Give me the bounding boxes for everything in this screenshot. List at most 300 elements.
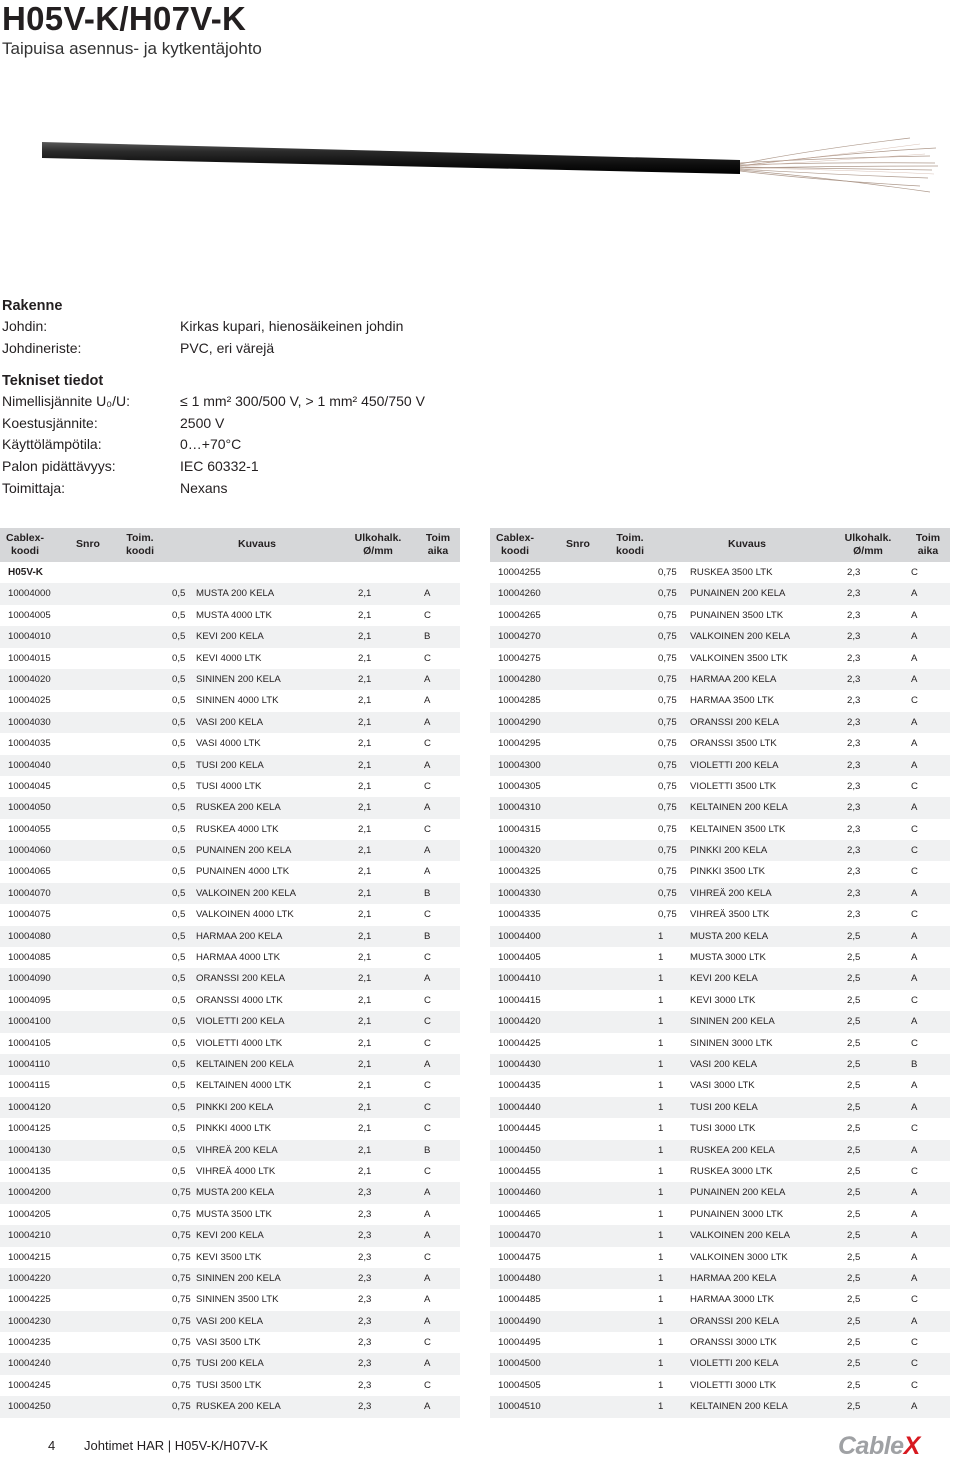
table-row — [490, 819, 950, 840]
diameter-cell: 2,3 — [847, 845, 861, 857]
cablex-code-cell: 10004130 — [8, 1144, 51, 1156]
diameter-cell: 2,5 — [847, 1315, 861, 1327]
diameter-cell: 2,1 — [358, 802, 372, 814]
table-row — [490, 1268, 950, 1289]
spec-value: IEC 60332-1 — [180, 457, 259, 474]
description-cell: ORANSSI 4000 LTK — [196, 994, 283, 1006]
table-row — [490, 840, 950, 861]
description-cell: KELTAINEN 4000 LTK — [196, 1080, 292, 1092]
description-cell: VIOLETTI 4000 LTK — [196, 1037, 283, 1049]
delivery-cell: C — [424, 1165, 431, 1177]
cablex-code-cell: 10004215 — [8, 1251, 51, 1263]
description-cell: RUSKEA 4000 LTK — [196, 823, 279, 835]
cablex-code-cell: 10004320 — [498, 845, 541, 857]
diameter-cell: 2,3 — [847, 823, 861, 835]
diameter-cell: 2,5 — [847, 973, 861, 985]
diameter-cell: 2,3 — [847, 909, 861, 921]
table-row — [490, 669, 950, 690]
delivery-cell: B — [424, 930, 431, 942]
table-header — [490, 528, 950, 562]
diameter-cell: 2,3 — [358, 1337, 372, 1349]
description-cell: HARMAA 200 KELA — [690, 673, 777, 685]
table-row — [490, 1311, 950, 1332]
size-cell: 0,75 — [172, 1337, 191, 1349]
delivery-cell: A — [424, 759, 431, 771]
delivery-cell: B — [911, 1058, 918, 1070]
table-row — [490, 1033, 950, 1054]
cablex-code-cell: 10004465 — [498, 1208, 541, 1220]
delivery-cell: A — [911, 1401, 918, 1413]
cablex-code-cell: 10004230 — [8, 1315, 51, 1327]
delivery-cell: A — [911, 759, 918, 771]
description-cell: VIOLETTI 3000 LTK — [690, 1379, 777, 1391]
cablex-code-cell: 10004220 — [8, 1272, 51, 1284]
cablex-code-cell: 10004045 — [8, 780, 51, 792]
description-cell: HARMAA 3500 LTK — [690, 695, 775, 707]
diameter-cell: 2,1 — [358, 845, 372, 857]
description-cell: HARMAA 4000 LTK — [196, 952, 281, 964]
cablex-code-cell: 10004295 — [498, 738, 541, 750]
diameter-cell: 2,3 — [847, 652, 861, 664]
size-cell: 1 — [658, 952, 664, 964]
diameter-cell: 2,3 — [847, 780, 861, 792]
cablex-code-cell: 10004060 — [8, 845, 51, 857]
description-cell: MUSTA 200 KELA — [196, 1187, 275, 1199]
diameter-cell: 2,3 — [847, 759, 861, 771]
size-cell: 0,75 — [172, 1272, 191, 1284]
cablex-code-cell: 10004235 — [8, 1337, 51, 1349]
delivery-cell: A — [424, 716, 431, 728]
size-cell: 0,5 — [172, 588, 186, 600]
cablex-code-cell: 10004255 — [498, 567, 541, 578]
delivery-cell: A — [911, 1187, 918, 1199]
description-cell: KELTAINEN 200 KELA — [690, 802, 788, 814]
diameter-cell: 2,3 — [358, 1251, 372, 1263]
delivery-cell: A — [424, 1272, 431, 1284]
delivery-cell: A — [911, 930, 918, 942]
delivery-cell: A — [424, 588, 431, 600]
table-row — [490, 733, 950, 754]
cablex-code-cell: 10004470 — [498, 1230, 541, 1242]
table-row — [0, 926, 460, 947]
header-cablex-code: Cablex- koodi — [496, 532, 534, 557]
delivery-cell: A — [424, 1208, 431, 1220]
description-cell: PINKKI 4000 LTK — [196, 1123, 272, 1135]
diameter-cell: 2,1 — [358, 1123, 372, 1135]
cablex-code-cell: 10004335 — [498, 909, 541, 921]
diameter-cell: 2,1 — [358, 994, 372, 1006]
description-cell: VIOLETTI 3500 LTK — [690, 780, 777, 792]
cablex-code-cell: 10004020 — [8, 673, 51, 685]
diameter-cell: 2,5 — [847, 1165, 861, 1177]
cablex-code-cell: 10004290 — [498, 716, 541, 728]
diameter-cell: 2,3 — [847, 802, 861, 814]
footer-text: Johtimet HAR | H05V-K/H07V-K — [84, 1438, 269, 1453]
size-cell: 0,75 — [658, 845, 677, 857]
delivery-cell: C — [424, 1379, 431, 1391]
size-cell: 1 — [658, 1016, 664, 1028]
header-outer-diameter: Ulkohalk. Ø/mm — [354, 532, 402, 557]
size-cell: 0,5 — [172, 1037, 186, 1049]
group-label: H05V-K — [8, 567, 44, 578]
diameter-cell: 2,3 — [358, 1272, 372, 1284]
delivery-cell: C — [911, 823, 918, 835]
description-cell: PINKKI 200 KELA — [690, 845, 768, 857]
diameter-cell: 2,1 — [358, 1101, 372, 1113]
description-cell: KEVI 200 KELA — [690, 973, 758, 985]
cablex-code-cell: 10004330 — [498, 887, 541, 899]
cablex-code-cell: 10004435 — [498, 1080, 541, 1092]
diameter-cell: 2,5 — [847, 1144, 861, 1156]
size-cell: 0,5 — [172, 1123, 186, 1135]
construction-heading: Rakenne — [2, 298, 63, 314]
size-cell: 0,5 — [172, 716, 186, 728]
size-cell: 0,5 — [172, 1101, 186, 1113]
description-cell: VIHREÄ 200 KELA — [690, 887, 772, 899]
description-cell: KEVI 4000 LTK — [196, 652, 262, 664]
description-cell: SININEN 3000 LTK — [690, 1037, 773, 1049]
table-row — [0, 968, 460, 989]
delivery-cell: A — [911, 1101, 918, 1113]
size-cell: 0,75 — [658, 588, 677, 600]
description-cell: SININEN 200 KELA — [690, 1016, 775, 1028]
cablex-code-cell: 10004055 — [8, 823, 51, 835]
description-cell: VALKOINEN 4000 LTK — [196, 909, 294, 921]
description-cell: KEVI 3500 LTK — [196, 1251, 262, 1263]
delivery-cell: C — [424, 738, 431, 750]
delivery-cell: C — [911, 909, 918, 921]
size-cell: 0,75 — [658, 716, 677, 728]
table-row — [490, 1011, 950, 1032]
table-row — [0, 840, 460, 861]
table-row — [490, 605, 950, 626]
table-row — [0, 648, 460, 669]
diameter-cell: 2,5 — [847, 1294, 861, 1306]
size-cell: 0,5 — [172, 1144, 186, 1156]
delivery-cell: A — [911, 1230, 918, 1242]
description-cell: SININEN 200 KELA — [196, 673, 281, 685]
header-description: Kuvaus — [728, 538, 766, 550]
delivery-cell: A — [911, 609, 918, 621]
description-cell: VIOLETTI 200 KELA — [690, 759, 779, 771]
description-cell: ORANSSI 200 KELA — [690, 716, 780, 728]
delivery-cell: A — [424, 1058, 431, 1070]
document-title: H05V-K/H07V-K — [2, 0, 247, 37]
cablex-code-cell: 10004070 — [8, 887, 51, 899]
cablex-code-cell: 10004280 — [498, 673, 541, 685]
spec-row-supplier — [2, 478, 602, 500]
description-cell: MUSTA 4000 LTK — [196, 609, 272, 621]
spec-label: Toimittaja: — [2, 479, 66, 496]
table-row — [0, 1289, 460, 1310]
description-cell: PUNAINEN 200 KELA — [690, 588, 786, 600]
header-snro: Snro — [76, 538, 100, 550]
cablex-code-cell: 10004120 — [8, 1101, 51, 1113]
spec-value: 2500 V — [180, 414, 225, 431]
size-cell: 0,75 — [658, 631, 677, 643]
cablex-code-cell: 10004450 — [498, 1144, 541, 1156]
table-row — [0, 947, 460, 968]
size-cell: 0,5 — [172, 909, 186, 921]
size-cell: 1 — [658, 1272, 664, 1284]
spec-label: Johdin: — [2, 318, 48, 334]
size-cell: 0,75 — [658, 695, 677, 707]
diameter-cell: 2,1 — [358, 1058, 372, 1070]
spec-label: Nimellisjännite U₀/U: — [2, 393, 130, 410]
diameter-cell: 2,1 — [358, 952, 372, 964]
diameter-cell: 2,3 — [847, 673, 861, 685]
delivery-cell: C — [424, 780, 431, 792]
description-cell: ORANSSI 200 KELA — [196, 973, 286, 985]
table-row — [490, 883, 950, 904]
table-row — [0, 1332, 460, 1353]
table-row — [0, 733, 460, 754]
header-delivery-time: Toim aika — [425, 532, 451, 557]
delivery-cell: C — [424, 909, 431, 921]
group-row — [0, 562, 460, 583]
description-cell: VALKOINEN 3500 LTK — [690, 652, 788, 664]
cablex-code-cell: 10004030 — [8, 716, 51, 728]
table-row — [490, 1353, 950, 1374]
table-row — [0, 1225, 460, 1246]
table-row — [490, 1140, 950, 1161]
description-cell: VASI 3000 LTK — [690, 1080, 755, 1092]
diameter-cell: 2,1 — [358, 930, 372, 942]
cablex-code-cell: 10004025 — [8, 695, 51, 707]
description-cell: RUSKEA 200 KELA — [196, 1401, 281, 1413]
table-row — [490, 1118, 950, 1139]
diameter-cell: 2,3 — [358, 1208, 372, 1220]
delivery-cell: C — [911, 1337, 918, 1349]
delivery-cell: B — [424, 631, 431, 643]
diameter-cell: 2,5 — [847, 994, 861, 1006]
spec-row-fire — [2, 456, 602, 478]
diameter-cell: 2,3 — [358, 1230, 372, 1242]
diameter-cell: 2,3 — [847, 887, 861, 899]
diameter-cell: 2,1 — [358, 909, 372, 921]
description-cell: PUNAINEN 3500 LTK — [690, 609, 784, 621]
diameter-cell: 2,5 — [847, 1101, 861, 1113]
table-row — [490, 690, 950, 711]
cable-image — [40, 108, 940, 218]
delivery-cell: A — [424, 1315, 431, 1327]
diameter-cell: 2,1 — [358, 759, 372, 771]
diameter-cell: 2,5 — [847, 1187, 861, 1199]
delivery-cell: A — [911, 673, 918, 685]
cablex-code-cell: 10004325 — [498, 866, 541, 878]
description-cell: VIHREÄ 3500 LTK — [690, 909, 770, 921]
diameter-cell: 2,1 — [358, 1080, 372, 1092]
spec-value: PVC, eri värejä — [180, 339, 275, 356]
size-cell: 1 — [658, 1208, 664, 1220]
delivery-cell: B — [424, 887, 431, 899]
table-row — [0, 583, 460, 604]
diameter-cell: 2,5 — [847, 1358, 861, 1370]
description-cell: PINKKI 3500 LTK — [690, 866, 766, 878]
table-row — [490, 1396, 950, 1417]
cablex-code-cell: 10004300 — [498, 759, 541, 771]
table-row — [0, 669, 460, 690]
delivery-cell: C — [424, 823, 431, 835]
size-cell: 0,75 — [172, 1294, 191, 1306]
diameter-cell: 2,1 — [358, 673, 372, 685]
size-cell: 0,5 — [172, 780, 186, 792]
header-supplier-code: Toim. koodi — [616, 532, 644, 557]
delivery-cell: A — [911, 1144, 918, 1156]
size-cell: 0,5 — [172, 930, 186, 942]
cablex-code-cell: 10004400 — [498, 930, 541, 942]
size-cell: 0,5 — [172, 994, 186, 1006]
description-cell: TUSI 200 KELA — [196, 759, 264, 771]
table-row — [490, 1247, 950, 1268]
cablex-code-cell: 10004035 — [8, 738, 51, 750]
cablex-code-cell: 10004270 — [498, 631, 541, 643]
cablex-code-cell: 10004080 — [8, 930, 51, 942]
delivery-cell: C — [424, 1037, 431, 1049]
description-cell: PUNAINEN 200 KELA — [196, 845, 292, 857]
diameter-cell: 2,1 — [358, 1165, 372, 1177]
table-row — [0, 1161, 460, 1182]
cablex-code-cell: 10004420 — [498, 1016, 541, 1028]
cablex-code-cell: 10004480 — [498, 1272, 541, 1284]
table-row — [490, 626, 950, 647]
product-table-left — [0, 528, 460, 1418]
description-cell: HARMAA 3000 LTK — [690, 1294, 775, 1306]
diameter-cell: 2,3 — [358, 1187, 372, 1199]
diameter-cell: 2,3 — [847, 631, 861, 643]
delivery-cell: C — [424, 1251, 431, 1263]
delivery-cell: A — [911, 1315, 918, 1327]
spec-row-voltage — [2, 391, 602, 413]
diameter-cell: 2,5 — [847, 1379, 861, 1391]
description-cell: ORANSSI 3000 LTK — [690, 1337, 777, 1349]
delivery-cell: C — [424, 1016, 431, 1028]
table-row — [490, 1204, 950, 1225]
header-outer-diameter: Ulkohalk. Ø/mm — [844, 532, 892, 557]
table-row — [490, 1289, 950, 1310]
table-row — [0, 1396, 460, 1417]
delivery-cell: C — [911, 866, 918, 878]
delivery-cell: A — [911, 652, 918, 664]
table-row — [0, 883, 460, 904]
header-snro: Snro — [566, 538, 590, 550]
table-row — [490, 1075, 950, 1096]
cablex-code-cell: 10004475 — [498, 1251, 541, 1263]
delivery-cell: A — [911, 1272, 918, 1284]
delivery-cell: C — [424, 652, 431, 664]
delivery-cell: A — [424, 1358, 431, 1370]
cablex-code-cell: 10004445 — [498, 1123, 541, 1135]
description-cell: RUSKEA 200 KELA — [690, 1144, 775, 1156]
cablex-code-cell: 10004275 — [498, 652, 541, 664]
size-cell: 0,75 — [658, 909, 677, 921]
cablex-code-cell: 10004110 — [8, 1058, 50, 1070]
description-cell: KEVI 3000 LTK — [690, 994, 756, 1006]
size-cell: 0,5 — [172, 609, 186, 621]
delivery-cell: A — [911, 738, 918, 750]
description-cell: MUSTA 3000 LTK — [690, 952, 766, 964]
cablex-code-cell: 10004310 — [498, 802, 541, 814]
delivery-cell: A — [424, 673, 431, 685]
table-row — [490, 1332, 950, 1353]
size-cell: 0,75 — [658, 780, 677, 792]
diameter-cell: 2,1 — [358, 631, 372, 643]
delivery-cell: C — [911, 1358, 918, 1370]
delivery-cell: A — [424, 845, 431, 857]
table-row — [0, 1011, 460, 1032]
spec-row-temperature — [2, 434, 602, 456]
size-cell: 0,75 — [658, 738, 677, 750]
delivery-cell: C — [911, 1123, 918, 1135]
diameter-cell: 2,1 — [358, 1037, 372, 1049]
table-row — [0, 1033, 460, 1054]
diameter-cell: 2,3 — [358, 1294, 372, 1306]
delivery-cell: C — [911, 1037, 918, 1049]
cablex-code-cell: 10004015 — [8, 652, 51, 664]
cablex-code-cell: 10004460 — [498, 1187, 541, 1199]
description-cell: VALKOINEN 200 KELA — [196, 887, 297, 899]
size-cell: 0,75 — [172, 1315, 191, 1327]
table-row — [490, 926, 950, 947]
diameter-cell: 2,1 — [358, 1144, 372, 1156]
header-description: Kuvaus — [238, 538, 276, 550]
size-cell: 1 — [658, 1058, 664, 1070]
size-cell: 1 — [658, 1080, 664, 1092]
description-cell: VASI 3500 LTK — [196, 1337, 261, 1349]
cablex-code-cell: 10004505 — [498, 1379, 541, 1391]
spec-label: Koestusjännite: — [2, 414, 98, 431]
size-cell: 0,5 — [172, 1080, 186, 1092]
table-row — [0, 776, 460, 797]
table-row — [0, 819, 460, 840]
size-cell: 1 — [658, 1037, 664, 1049]
description-cell: HARMAA 200 KELA — [196, 930, 283, 942]
size-cell: 0,75 — [658, 609, 677, 621]
size-cell: 0,5 — [172, 952, 186, 964]
cablex-code-cell: 10004260 — [498, 588, 541, 600]
cablex-code-cell: 10004500 — [498, 1358, 541, 1370]
delivery-cell: C — [911, 1294, 918, 1306]
table-row — [490, 904, 950, 925]
cablex-logo: CableX — [838, 1432, 920, 1460]
cablex-code-cell: 10004065 — [8, 866, 51, 878]
size-cell: 0,5 — [172, 738, 186, 750]
cablex-code-cell: 10004075 — [8, 909, 51, 921]
table-row — [0, 605, 460, 626]
size-cell: 1 — [658, 1144, 664, 1156]
table-row — [0, 1268, 460, 1289]
specifications — [2, 296, 602, 499]
description-cell: TUSI 3000 LTK — [690, 1123, 756, 1135]
description-cell: RUSKEA 3500 LTK — [690, 567, 773, 578]
cablex-code-cell: 10004225 — [8, 1294, 51, 1306]
table-row — [0, 712, 460, 733]
delivery-cell: A — [911, 952, 918, 964]
cablex-code-cell: 10004090 — [8, 973, 51, 985]
description-cell: VASI 200 KELA — [196, 716, 264, 728]
product-table-right — [490, 528, 950, 1418]
size-cell: 0,75 — [658, 652, 677, 664]
cablex-code-cell: 10004455 — [498, 1165, 541, 1177]
size-cell: 0,75 — [658, 866, 677, 878]
delivery-cell: A — [911, 1208, 918, 1220]
table-row — [0, 1075, 460, 1096]
diameter-cell: 2,1 — [358, 780, 372, 792]
delivery-cell: C — [911, 1165, 918, 1177]
size-cell: 0,75 — [658, 759, 677, 771]
description-cell: VASI 4000 LTK — [196, 738, 261, 750]
size-cell: 0,5 — [172, 695, 186, 707]
